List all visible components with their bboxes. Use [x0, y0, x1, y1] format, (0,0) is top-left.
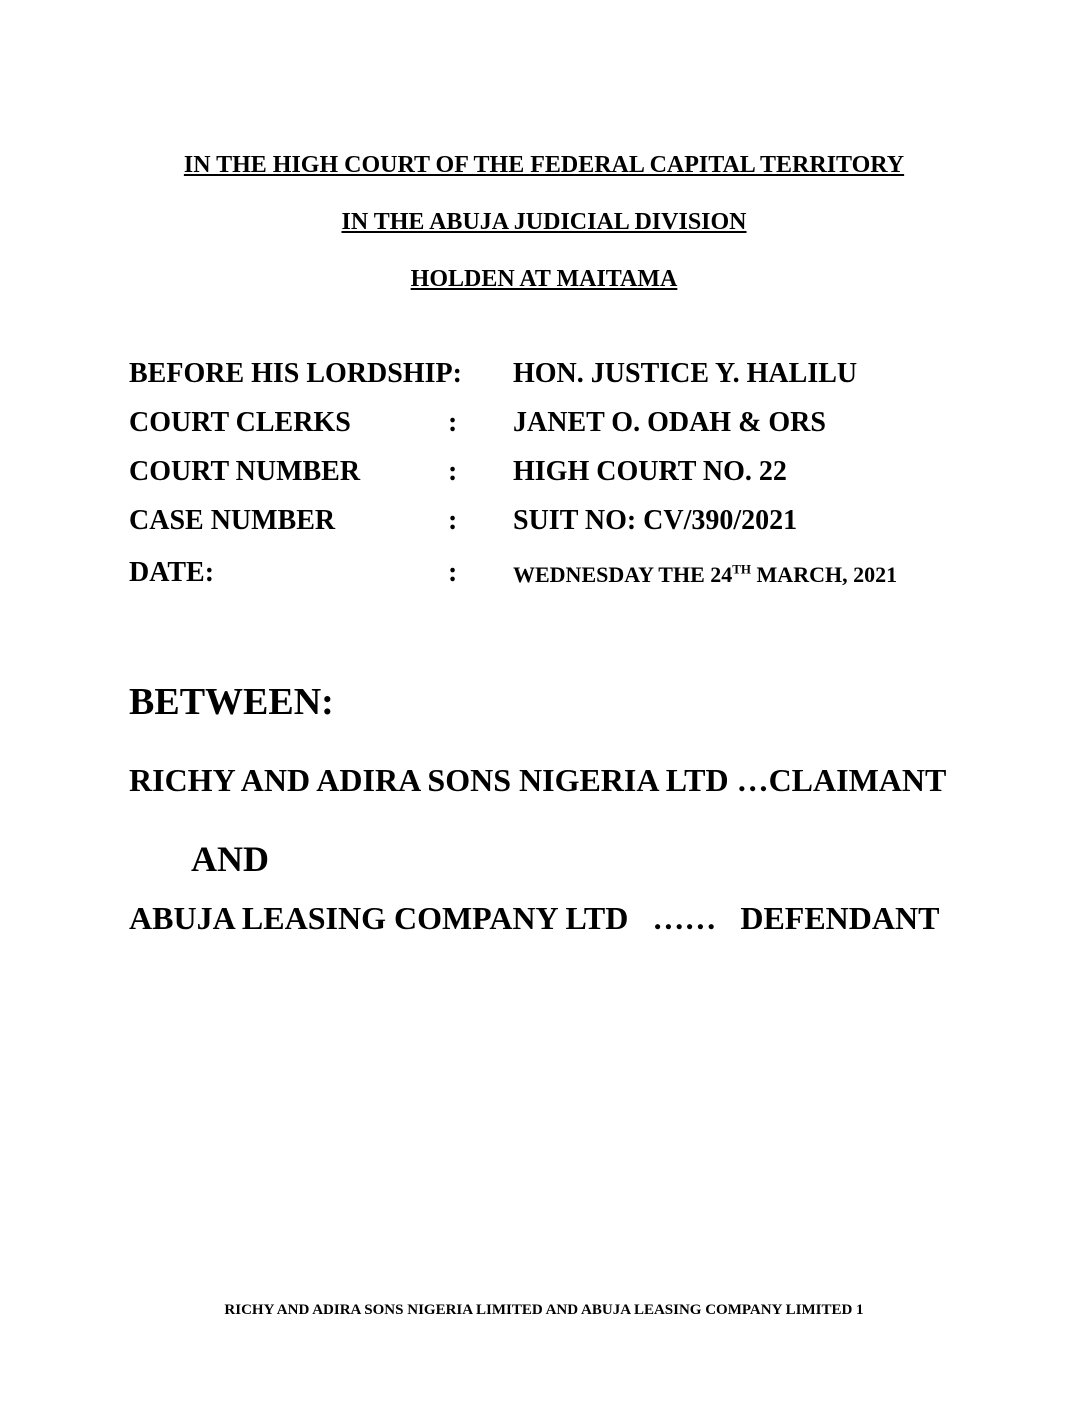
date-ordinal-suffix: TH [732, 561, 752, 577]
detail-value: HIGH COURT NO. 22 [513, 456, 787, 487]
court-title: IN THE HIGH COURT OF THE FEDERAL CAPITAL TERRITORY [183, 152, 905, 178]
claimant-line: RICHY AND ADIRA SONS NIGERIA LTD …CLAIMANT [129, 762, 947, 798]
division-title: IN THE ABUJA JUDICIAL DIVISION [341, 209, 747, 235]
detail-value: HON. JUSTICE Y. HALILU [513, 358, 858, 389]
date-day: WEDNESDAY THE 24 [513, 562, 733, 587]
detail-colon: : [448, 407, 458, 438]
detail-label: CASE NUMBER [129, 505, 336, 536]
detail-row-date [0, 557, 1088, 591]
defendant-line: ABUJA LEASING COMPANY LTD …… DEFENDANT [129, 900, 940, 936]
date-value [513, 562, 897, 588]
detail-value: SUIT NO: CV/390/2021 [513, 505, 798, 536]
detail-colon: : [448, 456, 458, 487]
holden-title: HOLDEN AT MAITAMA [410, 266, 678, 292]
page-footer: RICHY AND ADIRA SONS NIGERIA LIMITED AND ABUJA LEASING COMPANY LIMITED 1 [224, 1302, 864, 1318]
detail-row-case-number [0, 505, 1088, 539]
between-heading: BETWEEN: [129, 681, 334, 723]
detail-label: DATE: [129, 557, 215, 588]
and-heading: AND [191, 839, 269, 879]
detail-row-clerks [0, 407, 1088, 441]
date-month-year: MARCH, 2021 [751, 562, 898, 587]
detail-label: COURT CLERKS [129, 407, 351, 438]
detail-row-court-number [0, 456, 1088, 490]
detail-colon: : [448, 505, 458, 536]
detail-value: JANET O. ODAH & ORS [513, 407, 826, 438]
detail-row-lordship [0, 358, 1088, 392]
detail-label: BEFORE HIS LORDSHIP: [129, 358, 462, 389]
detail-label: COURT NUMBER [129, 456, 361, 487]
detail-colon: : [448, 557, 458, 588]
